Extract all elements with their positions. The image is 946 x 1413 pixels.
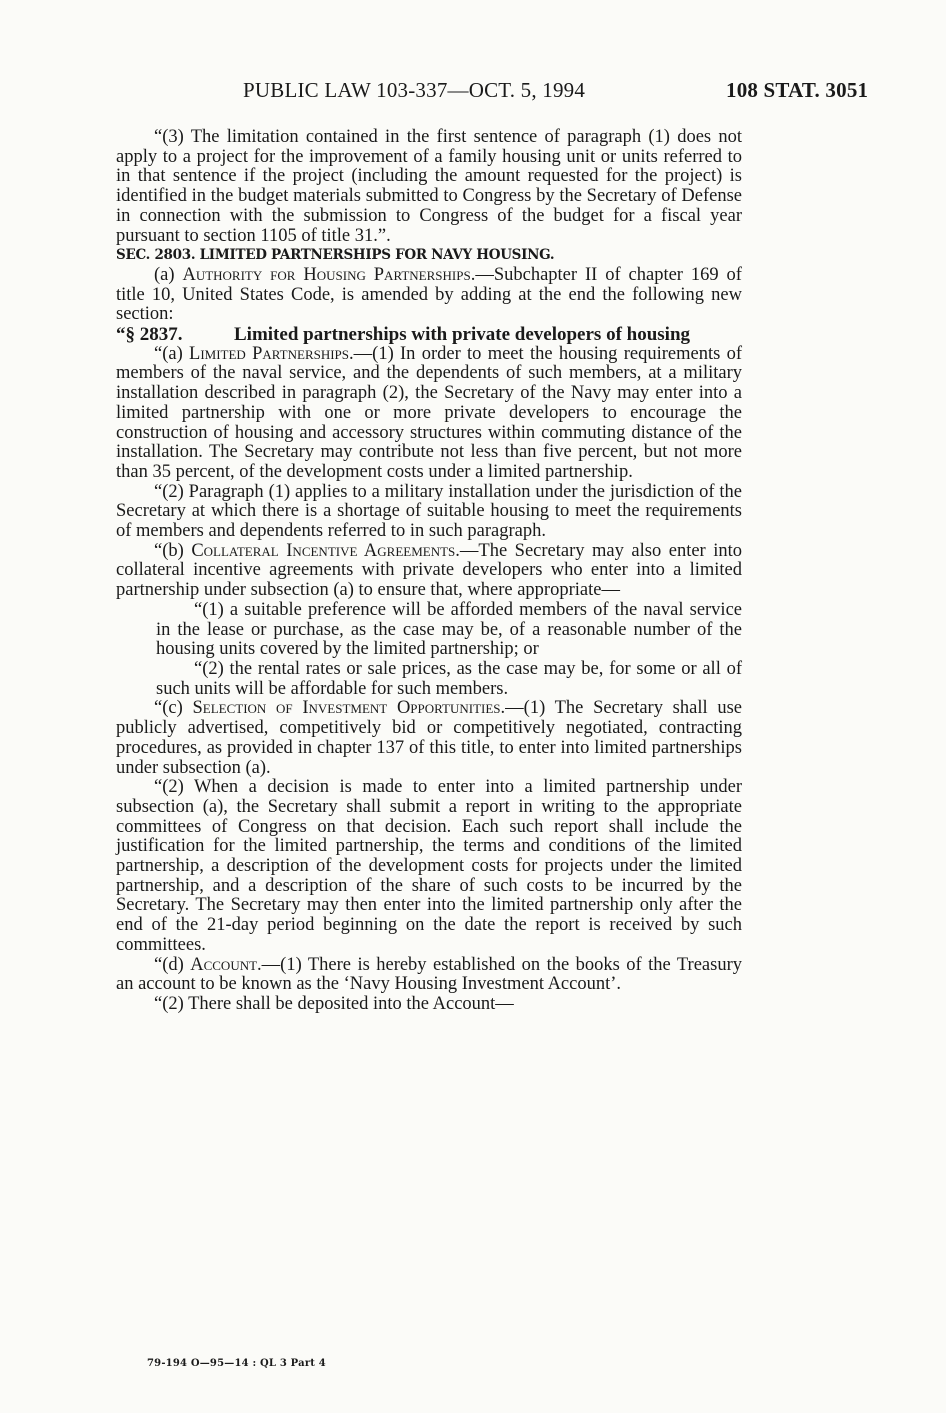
stat-page-number: 108 STAT. 3051 — [726, 78, 869, 102]
la-caption: Limited Partnerships — [189, 343, 350, 364]
c-caption: Selection of Investment Opportunities — [192, 698, 501, 719]
limited-partnerships-a1 — [116, 345, 742, 483]
d-text: .—(1) There is hereby established on the books of the Treasury an account to be known as the ‘Navy Housing Investment Account’. — [116, 954, 742, 995]
section-heading: SEC. 2803. LIMITED PARTNERSHIPS FOR NAVY HOUSING. — [116, 247, 555, 264]
subsection-a-text: .—Subchapter II of chapter 169 of title 10, United States Code, is amended by adding at the end the following new section: — [116, 264, 742, 325]
collateral-incentive-b — [116, 542, 742, 601]
c-lead: “(c) — [154, 698, 193, 719]
b-lead: “(b) — [154, 540, 192, 561]
collateral-b1 — [116, 601, 742, 660]
page-header — [0, 78, 946, 108]
selection-c1 — [116, 699, 742, 778]
collateral-b2 — [116, 660, 742, 699]
subsection-a-lead: (a) — [154, 264, 183, 285]
section-number: “§ 2837. — [116, 324, 183, 346]
la-text: .—(1) In order to meet the housing requirements of members of the naval service, and the dependents of such members, at a military installation described in paragraph (2), the Secretary of the Navy may enter into a limited partnership with one or more private developers to encourage the construction of housing and accessory structures within commuting distance of the installation. The Secretary may contribute not less than five percent, but not more than 35 percent, of the development costs under a limited partnership. — [116, 343, 742, 482]
d-caption: Account — [190, 954, 258, 975]
section-2837-title — [116, 325, 742, 345]
selection-c2: “(2) When a decision is made to enter into a limited partnership under subsection (a), the Secretary shall submit a report in writing to the appropriate committees of Congress on that decision. Each such report shall include the justification for the limited partnership, the terms and conditions of the limited partnership, a description of the development costs for projects under the limited partnership, and a description of the share of such costs to be incurred by the Secretary. The Secretary may then enter into the limited partnership only after the end of the 21-day period beginning on the date the report is received by such committees. — [116, 777, 742, 955]
section-title-text: Limited partnerships with private developers of housing — [234, 324, 691, 346]
subsection-a-caption: Authority for Housing Partnerships — [182, 264, 471, 285]
subsection-a-authority — [116, 266, 742, 325]
d-lead: “(d) — [154, 954, 191, 975]
c-text: .—(1) The Secretary shall use publicly advertised, competitively bid or competitively negotiated, contracting procedures, as provided in chapter 137 of this title, to enter into limited partnerships under subsection (a). — [116, 698, 742, 778]
account-d2: “(2) There shall be deposited into the Account— — [154, 993, 514, 1014]
print-footer: 79-194 O—95—14 : QL 3 Part 4 — [147, 1358, 326, 1369]
paragraph-3: “(3) The limitation contained in the first sentence of paragraph (1) does not apply to a project for the improvement of a family housing unit or units referred to in that sentence if the project (including the amount requested for the project) is identified in the budget materials submitted to Congress by the Secretary of Defense in connection with the submission to Congress of the budget for a fiscal year pursuant to section 1105 of title 31.”. — [116, 127, 742, 246]
la-lead: “(a) — [154, 343, 190, 364]
document-body — [116, 128, 742, 1015]
b1-text: “(1) a suitable preference will be afforded members of the naval service in the lease or purchase, as the case may be, of a reasonable number of the housing units covered by the limited partnership; or — [156, 599, 742, 660]
b-text: .—The Secretary may also enter into collateral incentive agreements with private developers who enter into a limited partnership under subsection (a) to ensure that, where appropriate— — [116, 540, 742, 601]
b-caption: Collateral Incentive Agreements — [191, 540, 456, 561]
limited-partnerships-a2: “(2) Paragraph (1) applies to a military installation under the jurisdiction of the Secretary at which there is a shortage of suitable housing to meet the requirements of members and dependents referred to in such paragraph. — [116, 481, 742, 542]
public-law-title: PUBLIC LAW 103-337—OCT. 5, 1994 — [243, 78, 586, 102]
account-d1 — [116, 956, 742, 995]
b2-text: “(2) the rental rates or sale prices, as the case may be, for some or all of such units will be affordable for such members. — [156, 658, 742, 699]
